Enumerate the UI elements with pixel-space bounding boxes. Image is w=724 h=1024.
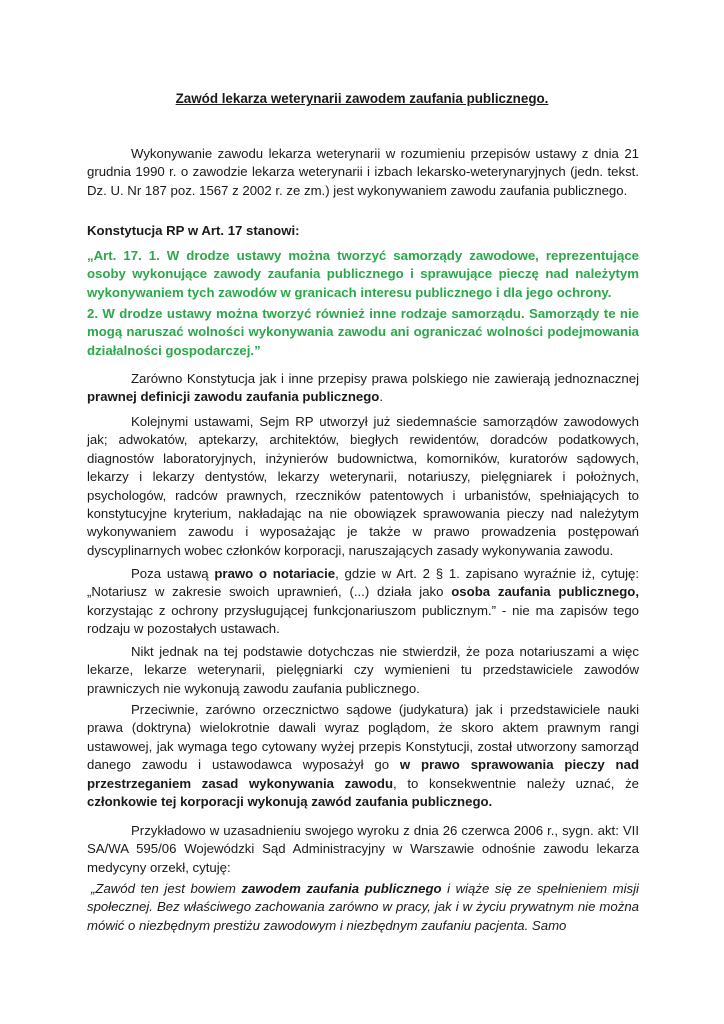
text-run: , gdzie w Art. 2 § 1. zapisano wyraźnie iż, cytuję: „Notariusz w zakresie swoich uprawnień, (...) działa jako [87, 566, 639, 600]
paragraph-jurisprudence [87, 701, 639, 811]
text-run: Poza ustawą [131, 566, 215, 581]
text-run: Zarówno Konstytucja jak i inne przepisy prawa polskiego nie zawierają jednoznacznej [131, 371, 639, 386]
paragraph-intro: Wykonywanie zawodu lekarza weterynarii w rozumieniu przepisów ustawy z dnia 21 grudnia 1990 r. o zawodzie lekarza weterynarii i izbach lekarsko-weterynaryjnych (jedn. tekst. Dz. U. Nr 187 poz. 1567 z 2002 r. ze zm.) jest wykonywaniem zawodu zaufania publicznego. [87, 146, 639, 198]
text-run: „Zawód ten jest bowiem [91, 881, 242, 896]
bold-run: członkowie tej korporacji wykonują zawód zaufania publicznego. [87, 794, 493, 810]
paragraph-no-statement: Nikt jednak na tej podstawie dotychczas nie stwierdził, że poza notariuszami a więc lekarze, lekarze weterynarii, pielęgniarki czy wymienieni tu przedstawiciele zawodów prawniczych nie wykonują zawodu zaufania publicznego. [87, 644, 639, 696]
quote-court [87, 880, 639, 935]
text-run: korzystając z ochrony przysługującej funkcjonariuszom publicznym.” - nie ma zapisów tego rodzaju w pozostałych ustawach. [87, 602, 639, 637]
text-run: Przeciwnie, zarówno orzecznictwo sądowe (judykatura) jak i przedstawiciele nauki prawa (doktryna) wielokrotnie dawali wyraz poglądom, że skoro aktem prawnym rangi ustawowej, jak wymaga tego cytowany wyżej przepis Konstytucji, został utworzony samorząd danego zawodu i ustawodawca wyposażył go [87, 702, 639, 773]
paragraph-notary [87, 565, 639, 639]
quote-art17-1: „Art. 17. 1. W drodze ustawy można tworzyć samorządy zawodowe, reprezentujące osoby wykonujące zawody zaufania publicznego i sprawujące pieczę nad należytym wykonywaniem tych zawodów w granicach interesu publicznego i dla jego ochrony. [87, 248, 639, 300]
quote-art17-2: 2. W drodze ustawy można tworzyć również inne rodzaje samorządu. Samorządy te nie mogą naruszać wolności wykonywania zawodu ani ograniczać wolności podejmowania działalności gospodarczej.” [87, 306, 639, 358]
bold-run: zawodem zaufania publicznego [241, 881, 442, 896]
paragraph-self-governments: Kolejnymi ustawami, Sejm RP utworzył już siedemnaście samorządów zawodowych jak; adwokatów, aptekarzy, architektów, biegłych rewidentów, doradców podatkowych, diagnostów laboratoryjnych, inżynierów budownictwa, komorników, kuratorów sądowych, lekarzy i lekarzy dentystów, lekarzy weterynarii, notariuszy, pielęgniarek i położnych, psychologów, radców prawnych, rzeczników patentowych i urbanistów, spełniających to konstytucyjne kryterium, nakładając na nie obowiązek sprawowania pieczy nad należytym wykonywaniem zawodu i wyposażając je także w prawo prowadzenia postępowań dyscyplinarnych wobec członków korporacji, naruszających zasady wykonywania zawodu. [87, 414, 639, 558]
text-run: , to konsekwentnie należy uznać, że [393, 775, 640, 791]
document-title: Zawód lekarza weterynarii zawodem zaufania publicznego. [175, 91, 549, 106]
paragraph-definition [87, 370, 639, 407]
bold-run: prawo o notariacie [214, 566, 336, 581]
text-run: . [379, 389, 384, 405]
bold-run: prawnej definicji zawodu zaufania publicznego [87, 389, 380, 405]
bold-run: osoba zaufania publicznego, [451, 584, 640, 600]
bold-run: w prawo sprawowania pieczy nad przestrzeganiem zasad wykonywania zawodu [87, 757, 640, 791]
heading-constitution: Konstytucja RP w Art. 17 stanowi: [87, 223, 300, 238]
text-run: i wiąże się ze spełnieniem misji społecznej. Bez właściwego zachowania zarówno w pracy, jak i w życiu prywatnym nie można mówić o niezbędnym prestiżu zawodowym i niezbędnym zaufaniu pacjenta. Samo [87, 881, 639, 933]
paragraph-court-ruling: Przykładowo w uzasadnieniu swojego wyroku z dnia 26 czerwca 2006 r., sygn. akt: VII SA/WA 595/06 Wojewódzki Sąd Administracyjny w Warszawie odnośnie zawodu lekarza medycyny orzekł, cytuję: [87, 823, 639, 875]
